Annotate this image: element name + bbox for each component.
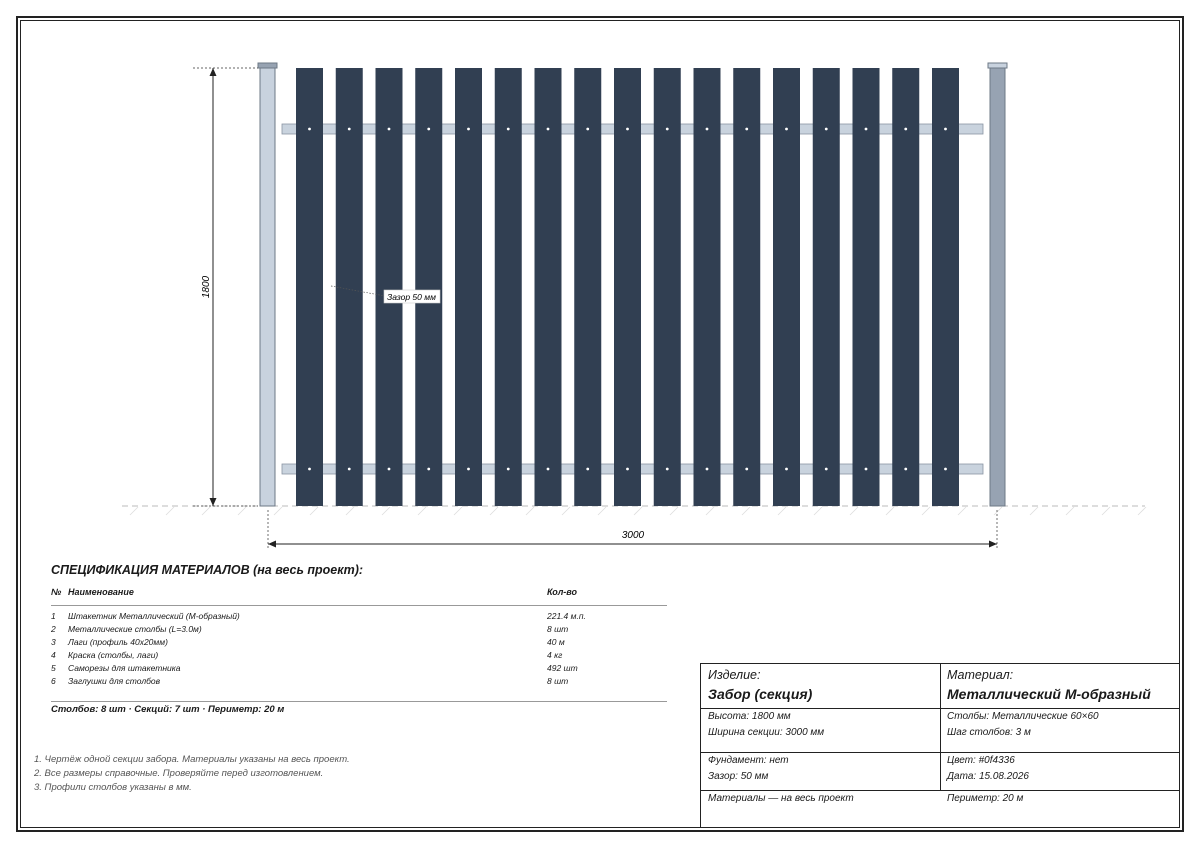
title-block-rule bbox=[701, 790, 1179, 791]
screw-dot bbox=[944, 128, 947, 131]
picket bbox=[694, 68, 721, 506]
note-2: 2. Все размеры справочные. Проверяйте перед изготовлением. bbox=[34, 768, 324, 779]
spec-row-qty: 8 шт bbox=[547, 624, 569, 634]
spec-row-name: Заглушки для столбов bbox=[68, 676, 161, 686]
screw-dot bbox=[348, 128, 351, 131]
spec-header-num: № bbox=[51, 587, 62, 597]
ground-hatch-mark bbox=[598, 507, 606, 515]
width-arrow-right bbox=[989, 541, 997, 548]
material-value: Металлический М-образный bbox=[947, 686, 1151, 702]
spec-row-name: Металлические столбы (L=3.0м) bbox=[68, 624, 202, 634]
ground-hatch-mark bbox=[814, 507, 822, 515]
ground-hatch-mark bbox=[742, 507, 750, 515]
spec-row-qty: 8 шт bbox=[547, 676, 569, 686]
ground-hatch-mark bbox=[886, 507, 894, 515]
ground-hatch-mark bbox=[778, 507, 786, 515]
ground-hatch-mark bbox=[130, 507, 138, 515]
spec-row-name: Лаги (профиль 40x20мм) bbox=[68, 637, 168, 647]
ground-hatch-mark bbox=[670, 507, 678, 515]
note-3: 3. Профили столбов указаны в мм. bbox=[34, 782, 192, 793]
ground-hatch-mark bbox=[274, 507, 282, 515]
ground-hatch-mark bbox=[490, 507, 498, 515]
screw-dot bbox=[944, 468, 947, 471]
spec-row-num: 3 bbox=[51, 637, 56, 647]
picket bbox=[376, 68, 403, 506]
ground-hatch-mark bbox=[346, 507, 354, 515]
screw-dot bbox=[348, 468, 351, 471]
picket bbox=[336, 68, 363, 506]
screw-dot bbox=[427, 128, 430, 131]
gap-label: Зазор 50 мм bbox=[387, 292, 436, 302]
date-value: Дата: 15.08.2026 bbox=[947, 771, 1029, 782]
picket bbox=[932, 68, 959, 506]
spec-row-num: 2 bbox=[51, 624, 56, 634]
post-right bbox=[990, 67, 1005, 506]
spec-row-num: 6 bbox=[51, 676, 56, 686]
spec-title: СПЕЦИФИКАЦИЯ МАТЕРИАЛОВ (на весь проект): bbox=[51, 563, 364, 577]
spec-row-num: 1 bbox=[51, 611, 56, 621]
ground-hatch-mark bbox=[850, 507, 858, 515]
ground-hatch-mark bbox=[562, 507, 570, 515]
picket bbox=[614, 68, 641, 506]
ground-hatch-mark bbox=[310, 507, 318, 515]
color-value: Цвет: #0f4336 bbox=[947, 755, 1015, 766]
height-value: Высота: 1800 мм bbox=[708, 711, 791, 722]
screw-dot bbox=[865, 128, 868, 131]
screw-dot bbox=[388, 128, 391, 131]
spec-row-name: Штакетник Металлический (М-образный) bbox=[68, 611, 240, 621]
height-arrow-top bbox=[210, 68, 217, 76]
spec-row-qty: 492 шт bbox=[547, 663, 578, 673]
screw-dot bbox=[706, 468, 709, 471]
screw-dot bbox=[507, 128, 510, 131]
ground-hatch-mark bbox=[706, 507, 714, 515]
post-left bbox=[260, 67, 275, 506]
screw-dot bbox=[666, 128, 669, 131]
picket bbox=[773, 68, 800, 506]
pickets-group bbox=[296, 68, 959, 506]
screw-dot bbox=[626, 468, 629, 471]
screw-dot bbox=[666, 468, 669, 471]
screw-dot bbox=[904, 128, 907, 131]
post-step-value: Шаг столбов: 3 м bbox=[947, 727, 1031, 738]
title-block-rule bbox=[701, 752, 1179, 753]
post-right-cap bbox=[988, 63, 1007, 68]
height-arrow-bottom bbox=[210, 498, 217, 506]
screw-dot bbox=[586, 468, 589, 471]
spec-row-name: Краска (столбы, лаги) bbox=[68, 650, 159, 660]
ground-hatch-mark bbox=[994, 507, 1002, 515]
picket bbox=[415, 68, 442, 506]
screw-dot bbox=[308, 128, 311, 131]
screw-dot bbox=[706, 128, 709, 131]
picket bbox=[813, 68, 840, 506]
ground-hatch-mark bbox=[1102, 507, 1110, 515]
screw-dot bbox=[785, 128, 788, 131]
title-block bbox=[700, 663, 1180, 828]
spec-summary: Столбов: 8 шт · Секций: 7 шт · Периметр: 20 м bbox=[51, 704, 285, 715]
screw-dot bbox=[427, 468, 430, 471]
ground-hatch-mark bbox=[382, 507, 390, 515]
materials-note: Материалы — на весь проект bbox=[708, 793, 854, 804]
ground-hatch-mark bbox=[418, 507, 426, 515]
picket bbox=[853, 68, 880, 506]
spec-row-qty: 40 м bbox=[547, 637, 565, 647]
screw-dot bbox=[745, 128, 748, 131]
screw-dot bbox=[785, 468, 788, 471]
spec-footer-rule bbox=[51, 701, 667, 702]
screw-dot bbox=[547, 468, 550, 471]
picket bbox=[296, 68, 323, 506]
screw-dot bbox=[825, 468, 828, 471]
note-1: 1. Чертёж одной секции забора. Материалы указаны на весь проект. bbox=[34, 754, 350, 765]
spec-row-qty: 221.4 м.п. bbox=[547, 611, 586, 621]
product-value: Забор (секция) bbox=[708, 686, 813, 702]
posts-value: Столбы: Металлические 60×60 bbox=[947, 711, 1099, 722]
gap-value: Зазор: 50 мм bbox=[708, 771, 769, 782]
screw-dot bbox=[547, 128, 550, 131]
spec-row-num: 4 bbox=[51, 650, 56, 660]
spec-header-rule bbox=[51, 605, 667, 606]
spec-row-qty: 4 кг bbox=[547, 650, 563, 660]
title-block-rule bbox=[701, 708, 1179, 709]
title-block-divider bbox=[940, 664, 941, 790]
spec-header-qty: Кол-во bbox=[547, 587, 577, 597]
post-left-cap bbox=[258, 63, 277, 68]
ground-hatch-mark bbox=[454, 507, 462, 515]
ground-hatch-mark bbox=[526, 507, 534, 515]
ground-hatch-mark bbox=[1030, 507, 1038, 515]
ground-hatch bbox=[130, 507, 1146, 515]
ground-hatch-mark bbox=[202, 507, 210, 515]
screw-dot bbox=[467, 128, 470, 131]
screw-dot bbox=[308, 468, 311, 471]
spec-row-name: Саморезы для штакетника bbox=[68, 663, 181, 673]
picket bbox=[535, 68, 562, 506]
product-label: Изделие: bbox=[708, 668, 761, 682]
section-width-value: Ширина секции: 3000 мм bbox=[708, 727, 825, 738]
ground-hatch-mark bbox=[958, 507, 966, 515]
picket bbox=[574, 68, 601, 506]
perimeter-value: Периметр: 20 м bbox=[947, 793, 1024, 804]
height-dim-label: 1800 bbox=[201, 275, 212, 299]
spec-header-name: Наименование bbox=[68, 587, 134, 597]
foundation-value: Фундамент: нет bbox=[708, 755, 789, 766]
screw-dot bbox=[586, 128, 589, 131]
screw-dot bbox=[388, 468, 391, 471]
picket bbox=[733, 68, 760, 506]
picket bbox=[455, 68, 482, 506]
ground-hatch-mark bbox=[238, 507, 246, 515]
ground-hatch-mark bbox=[922, 507, 930, 515]
ground-hatch-mark bbox=[1066, 507, 1074, 515]
screw-dot bbox=[507, 468, 510, 471]
screw-dot bbox=[745, 468, 748, 471]
width-dim-label: 3000 bbox=[621, 530, 645, 541]
ground-hatch-mark bbox=[1138, 507, 1146, 515]
screw-dot bbox=[904, 468, 907, 471]
spec-row-num: 5 bbox=[51, 663, 56, 673]
ground-hatch-mark bbox=[634, 507, 642, 515]
picket bbox=[892, 68, 919, 506]
screw-dot bbox=[825, 128, 828, 131]
screw-dot bbox=[626, 128, 629, 131]
screw-dot bbox=[865, 468, 868, 471]
material-label: Материал: bbox=[947, 668, 1014, 682]
width-arrow-left bbox=[268, 541, 276, 548]
ground-hatch-mark bbox=[166, 507, 174, 515]
picket bbox=[495, 68, 522, 506]
picket bbox=[654, 68, 681, 506]
screw-dot bbox=[467, 468, 470, 471]
